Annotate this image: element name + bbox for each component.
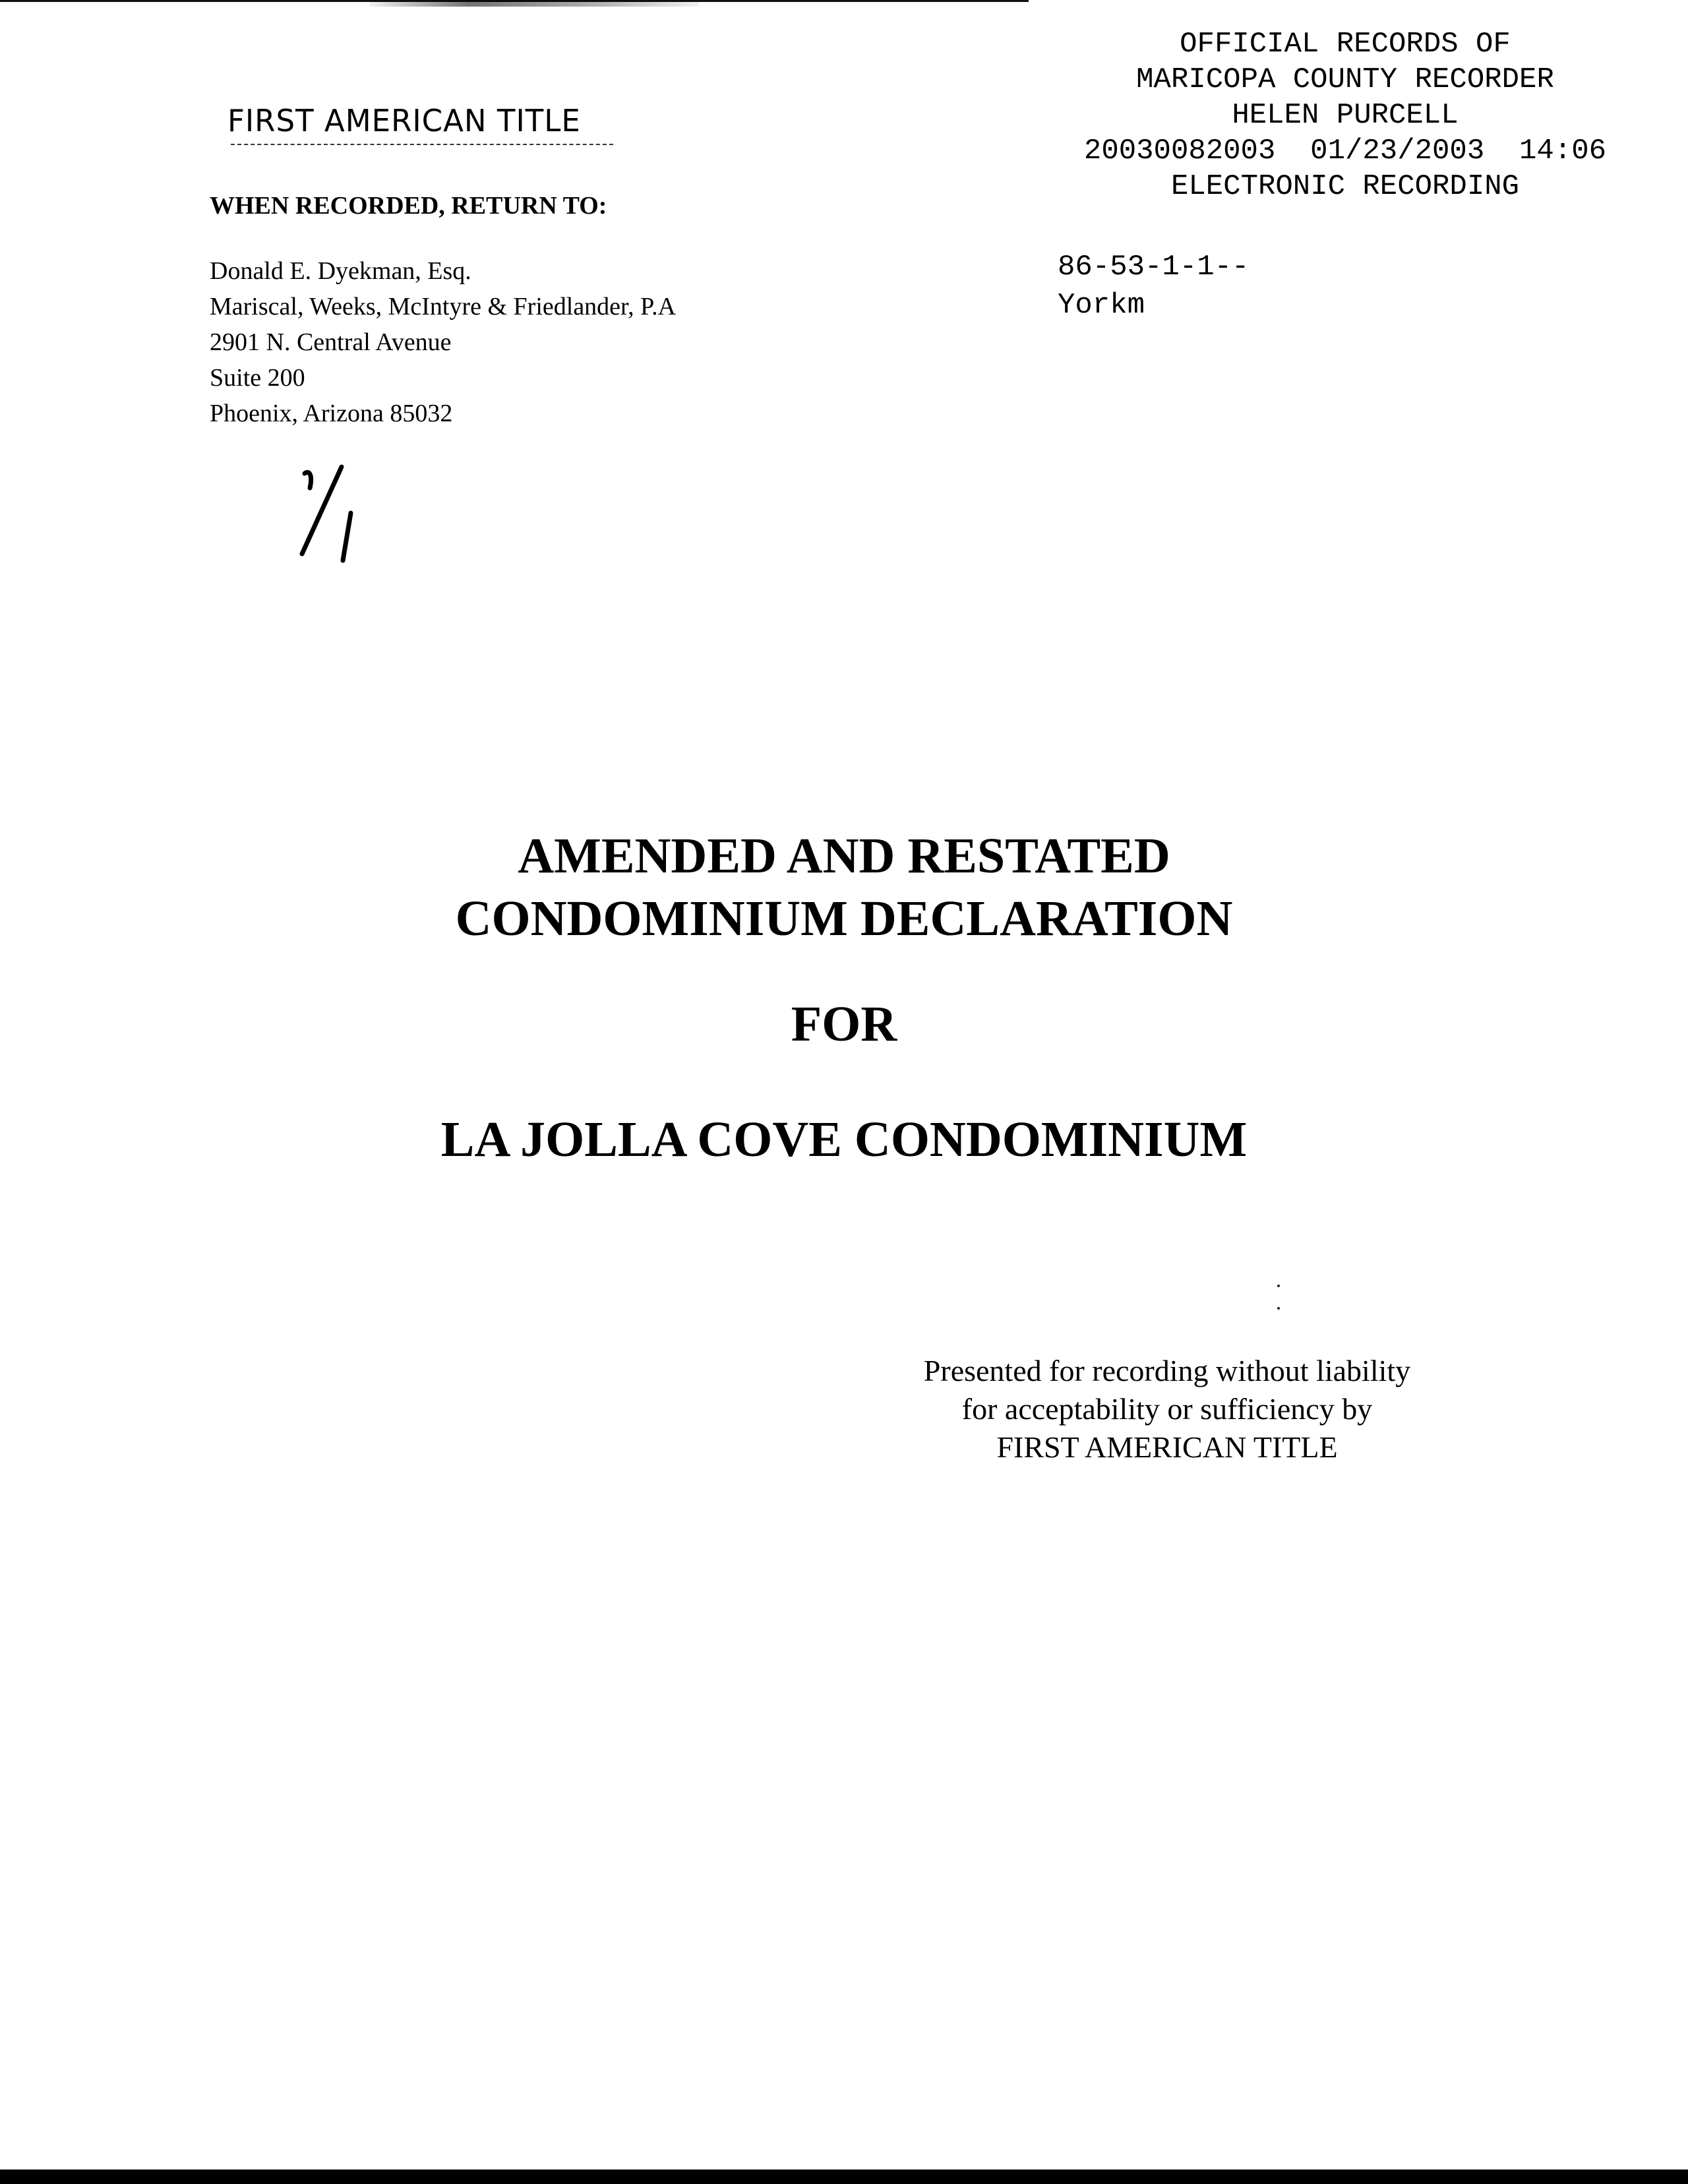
title-line-3: FOR <box>791 996 897 1052</box>
scan-speck <box>1277 1285 1280 1287</box>
presented-for-recording-stamp <box>857 1352 1477 1467</box>
recorder-line-number-date: 20030082003 01/23/2003 14:06 <box>1083 135 1607 167</box>
recorder-line-official: OFFICIAL RECORDS OF <box>1180 28 1511 61</box>
presented-line-1: Presented for recording without liability <box>923 1354 1411 1387</box>
recording-code: 86-53-1-1-- <box>1058 251 1250 284</box>
title-line-4: LA JOLLA COVE CONDOMINIUM <box>440 1112 1248 1167</box>
scan-speck <box>1277 1307 1280 1310</box>
presented-line-2: for acceptability or sufficiency by <box>961 1392 1373 1426</box>
recorder-stamp <box>1029 26 1662 204</box>
recorder-line-name: HELEN PURCELL <box>1232 99 1459 132</box>
handwritten-page-mark <box>290 462 363 567</box>
address-line-firm: Mariscal, Weeks, McIntyre & Friedlander, P.A <box>210 293 677 320</box>
scan-border-bottom <box>0 2169 1688 2184</box>
address-line-street: 2901 N. Central Avenue <box>210 328 452 356</box>
title-line-1: AMENDED AND RESTATED <box>518 828 1170 884</box>
recording-codes <box>1058 248 1249 324</box>
address-line-suite: Suite 200 <box>210 364 305 392</box>
recorder-line-electronic: ELECTRONIC RECORDING <box>1170 170 1520 203</box>
return-to-label: WHEN RECORDED, RETURN TO: <box>210 192 607 220</box>
return-address <box>210 253 676 431</box>
presented-line-3: FIRST AMERICAN TITLE <box>996 1430 1338 1464</box>
recording-clerk: Yorkm <box>1058 289 1145 322</box>
scan-artifact-top <box>369 0 699 7</box>
address-line-name: Donald E. Dyekman, Esq. <box>210 257 471 285</box>
stamp-underline <box>231 144 613 146</box>
first-american-title-stamp: FIRST AMERICAN TITLE <box>227 103 581 138</box>
address-line-city: Phoenix, Arizona 85032 <box>210 400 453 427</box>
recorder-line-county: MARICOPA COUNTY RECORDER <box>1136 63 1554 96</box>
title-line-2: CONDOMINIUM DECLARATION <box>455 891 1233 946</box>
